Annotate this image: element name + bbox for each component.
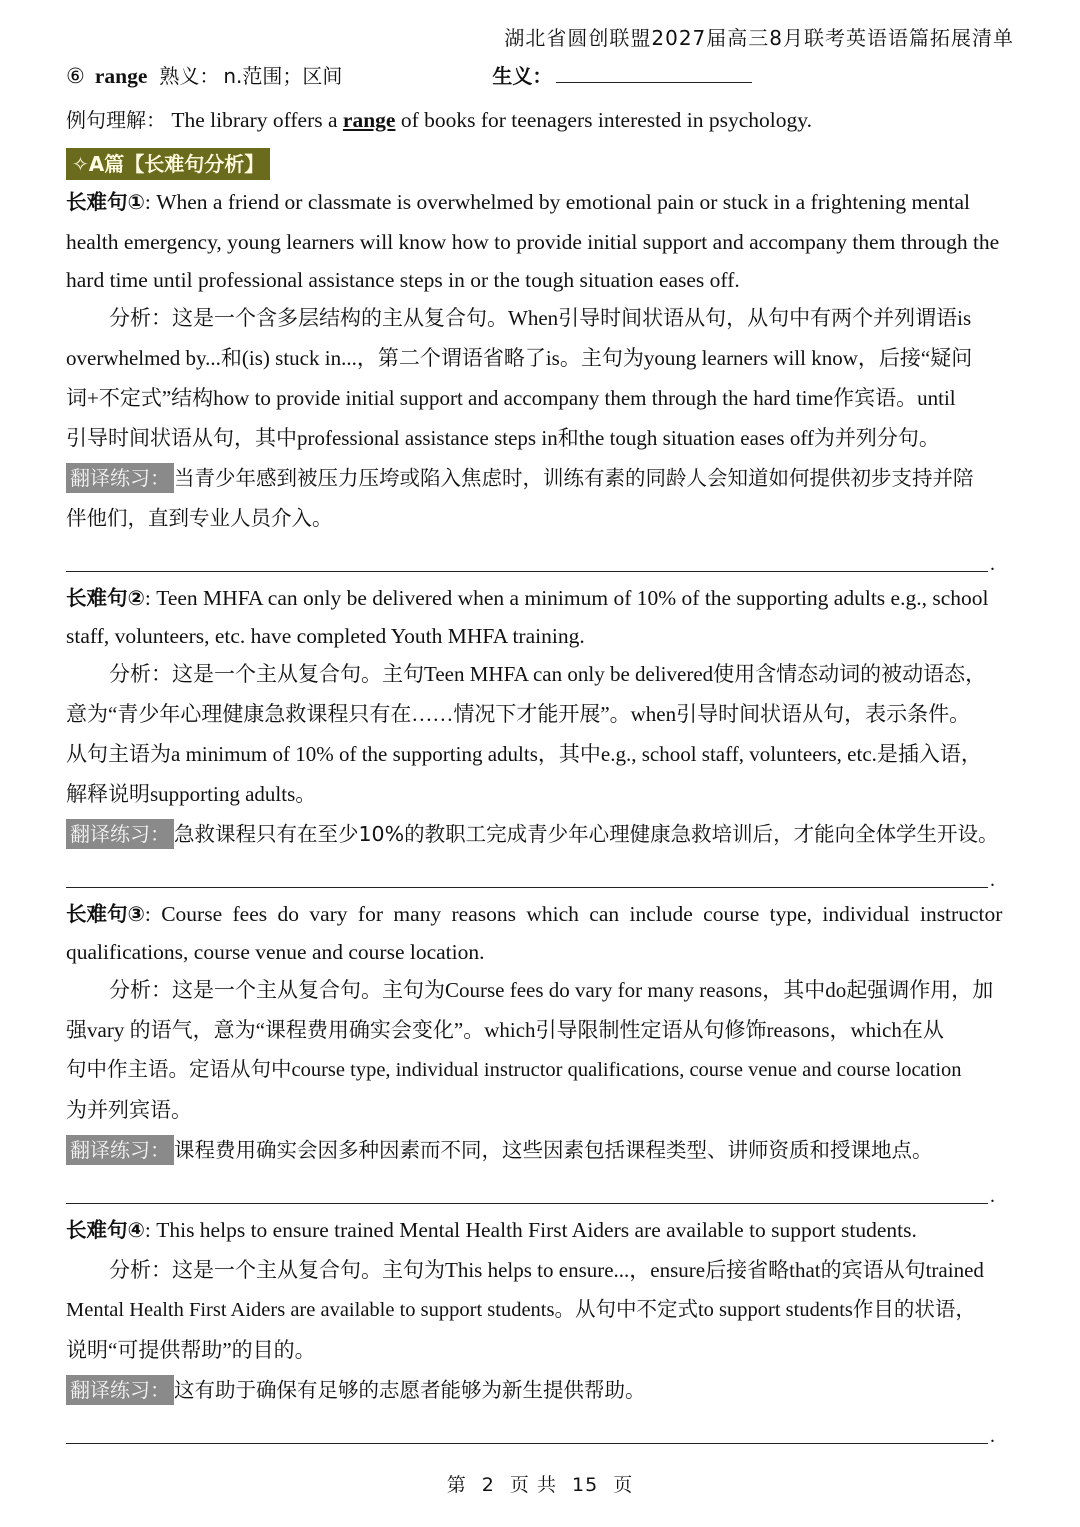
sentence-text: : Teen MHFA can only be delivered when a minimum of 10% of the supporting adults e.g., school — [144, 586, 989, 610]
document-header: 湖北省圆创联盟2027届高三8月联考英语语篇拓展清单 — [504, 26, 1014, 50]
example-label: 例句理解： — [66, 108, 166, 132]
analysis-line: 句中作主语。定语从句中course type, individual instructor qualifications, course venue and course location — [66, 1059, 962, 1081]
translation-text: 课程费用确实会因多种因素而不同，这些因素包括课程类型、讲师资质和授课地点。 — [174, 1138, 933, 1162]
answer-rule — [66, 1443, 988, 1444]
analysis-line: 解释说明supporting adults。 — [66, 782, 317, 806]
analysis-line: 为并列宾语。 — [66, 1098, 192, 1122]
new-meaning-label: 生义： — [492, 64, 553, 88]
sentence-label: 长难句② — [66, 586, 145, 610]
answer-end-dot: . — [990, 869, 995, 891]
answer-rule — [66, 1203, 988, 1204]
example-before: The library offers a — [171, 108, 338, 132]
translation-label: 翻译练习： — [66, 1135, 174, 1165]
familiar-meaning: n.范围；区间 — [223, 64, 343, 88]
translation-text: 急救课程只有在至少10%的教职工完成青少年心理健康急救培训后，才能向全体学生开设。 — [174, 822, 999, 846]
analysis-line: Mental Health First Aiders are available to support students。从句中不定式to support students作目的状语， — [66, 1299, 976, 1321]
translation-line — [66, 458, 1016, 498]
sentence-line: hard time until professional assistance steps in or the tough situation eases off. — [66, 268, 740, 292]
long-sentence-block — [66, 578, 1016, 894]
analysis-line: 引导时间状语从句，其中professional assistance steps in和the tough situation eases off为并列分句。 — [66, 426, 940, 450]
analysis-line: 分析：这是一个含多层结构的主从复合句。When引导时间状语从句，从句中有两个并列谓语is — [109, 306, 972, 330]
page-footer — [0, 1470, 1080, 1497]
sentence-line — [66, 894, 1016, 934]
answer-line[interactable] — [66, 854, 1016, 894]
translation-text: 这有助于确保有足够的志愿者能够为新生提供帮助。 — [174, 1378, 646, 1402]
translation-line — [66, 1370, 1016, 1410]
section-title: ✧A篇【长难句分析】 — [66, 148, 270, 180]
vocab-entry — [66, 60, 1016, 100]
example-sentence — [66, 100, 1016, 140]
sentence-label: 长难句① — [66, 190, 145, 214]
answer-line[interactable] — [66, 538, 1016, 578]
analysis-line: 从句主语为a minimum of 10% of the supporting adults，其中e.g., school staff, volunteers, etc.是插入语， — [66, 742, 982, 766]
section-heading-row — [66, 140, 1016, 182]
answer-line[interactable] — [66, 1410, 1016, 1450]
sentence-line: health emergency, young learners will know how to provide initial support and accompany them through the — [66, 230, 1000, 254]
vocab-word: range — [94, 64, 148, 88]
translation-line: 伴他们，直到专业人员介入。 — [66, 506, 333, 530]
translation-line — [66, 814, 1016, 854]
footer-middle: 页 共 — [509, 1474, 557, 1496]
sentence-line — [66, 182, 1016, 222]
new-meaning-blank[interactable] — [556, 60, 752, 83]
familiar-meaning-label: 熟义： — [159, 64, 220, 88]
answer-end-dot: . — [990, 553, 995, 575]
long-sentence-block — [66, 894, 1016, 1210]
translation-text: 当青少年感到被压力压垮或陷入焦虑时，训练有素的同龄人会知道如何提供初步支持并陪 — [174, 466, 974, 490]
analysis-line: 说明“可提供帮助”的目的。 — [66, 1338, 316, 1362]
answer-rule — [66, 887, 988, 888]
translation-line — [66, 1130, 1016, 1170]
example-after: of books for teenagers interested in psychology. — [400, 108, 813, 132]
analysis-line: 分析：这是一个主从复合句。主句为This helps to ensure...，ensure后接省略that的宾语从句trained — [109, 1258, 984, 1282]
sentence-line — [66, 578, 1016, 618]
sentence-text: : Course fees do vary for many reasons which can include course type, individual instructor — [144, 902, 1003, 926]
footer-suffix: 页 — [613, 1474, 634, 1496]
analysis-line: 意为“青少年心理健康急救课程只有在……情况下才能开展”。when引导时间状语从句，表示条件。 — [66, 702, 971, 726]
translation-label: 翻译练习： — [66, 463, 174, 493]
answer-line[interactable] — [66, 1170, 1016, 1210]
sentence-line — [66, 1210, 1016, 1250]
footer-page-number: 2 — [481, 1474, 495, 1496]
sentence-line: staff, volunteers, etc. have completed Youth MHFA training. — [66, 624, 585, 648]
answer-end-dot: . — [990, 1185, 995, 1207]
analysis-line: 分析：这是一个主从复合句。主句Teen MHFA can only be delivered使用含情态动词的被动语态， — [109, 662, 987, 686]
sentence-label: 长难句④ — [66, 1218, 145, 1242]
sentence-text: : This helps to ensure trained Mental Health First Aiders are available to support students. — [144, 1218, 917, 1242]
page-content — [66, 60, 1016, 1450]
footer-total-pages: 15 — [572, 1474, 599, 1496]
analysis-line: overwhelmed by...和(is) stuck in...，第二个谓语省略了is。主句为young learners will know，后接“疑问 — [66, 346, 973, 370]
answer-end-dot: . — [990, 1425, 995, 1447]
translation-label: 翻译练习： — [66, 1375, 174, 1405]
answer-rule — [66, 571, 988, 572]
analysis-line: 分析：这是一个主从复合句。主句为Course fees do vary for many reasons，其中do起强调作用，加 — [109, 978, 994, 1002]
translation-label: 翻译练习： — [66, 819, 174, 849]
analysis-line: 强vary 的语气，意为“课程费用确实会变化”。which引导限制性定语从句修饰reasons，which在从 — [66, 1018, 944, 1042]
sentence-text: : When a friend or classmate is overwhelmed by emotional pain or stuck in a frightening mental — [144, 190, 970, 214]
long-sentence-block — [66, 1210, 1016, 1450]
example-keyword: range — [342, 108, 396, 132]
sentence-line: qualifications, course venue and course location. — [66, 940, 485, 964]
vocab-number: ⑥ — [66, 64, 85, 88]
sentence-label: 长难句③ — [66, 902, 145, 926]
analysis-line: 词+不定式”结构how to provide initial support and accompany them through the hard time作宾语。until — [66, 386, 956, 410]
footer-prefix: 第 — [446, 1474, 467, 1496]
long-sentence-block — [66, 182, 1016, 578]
